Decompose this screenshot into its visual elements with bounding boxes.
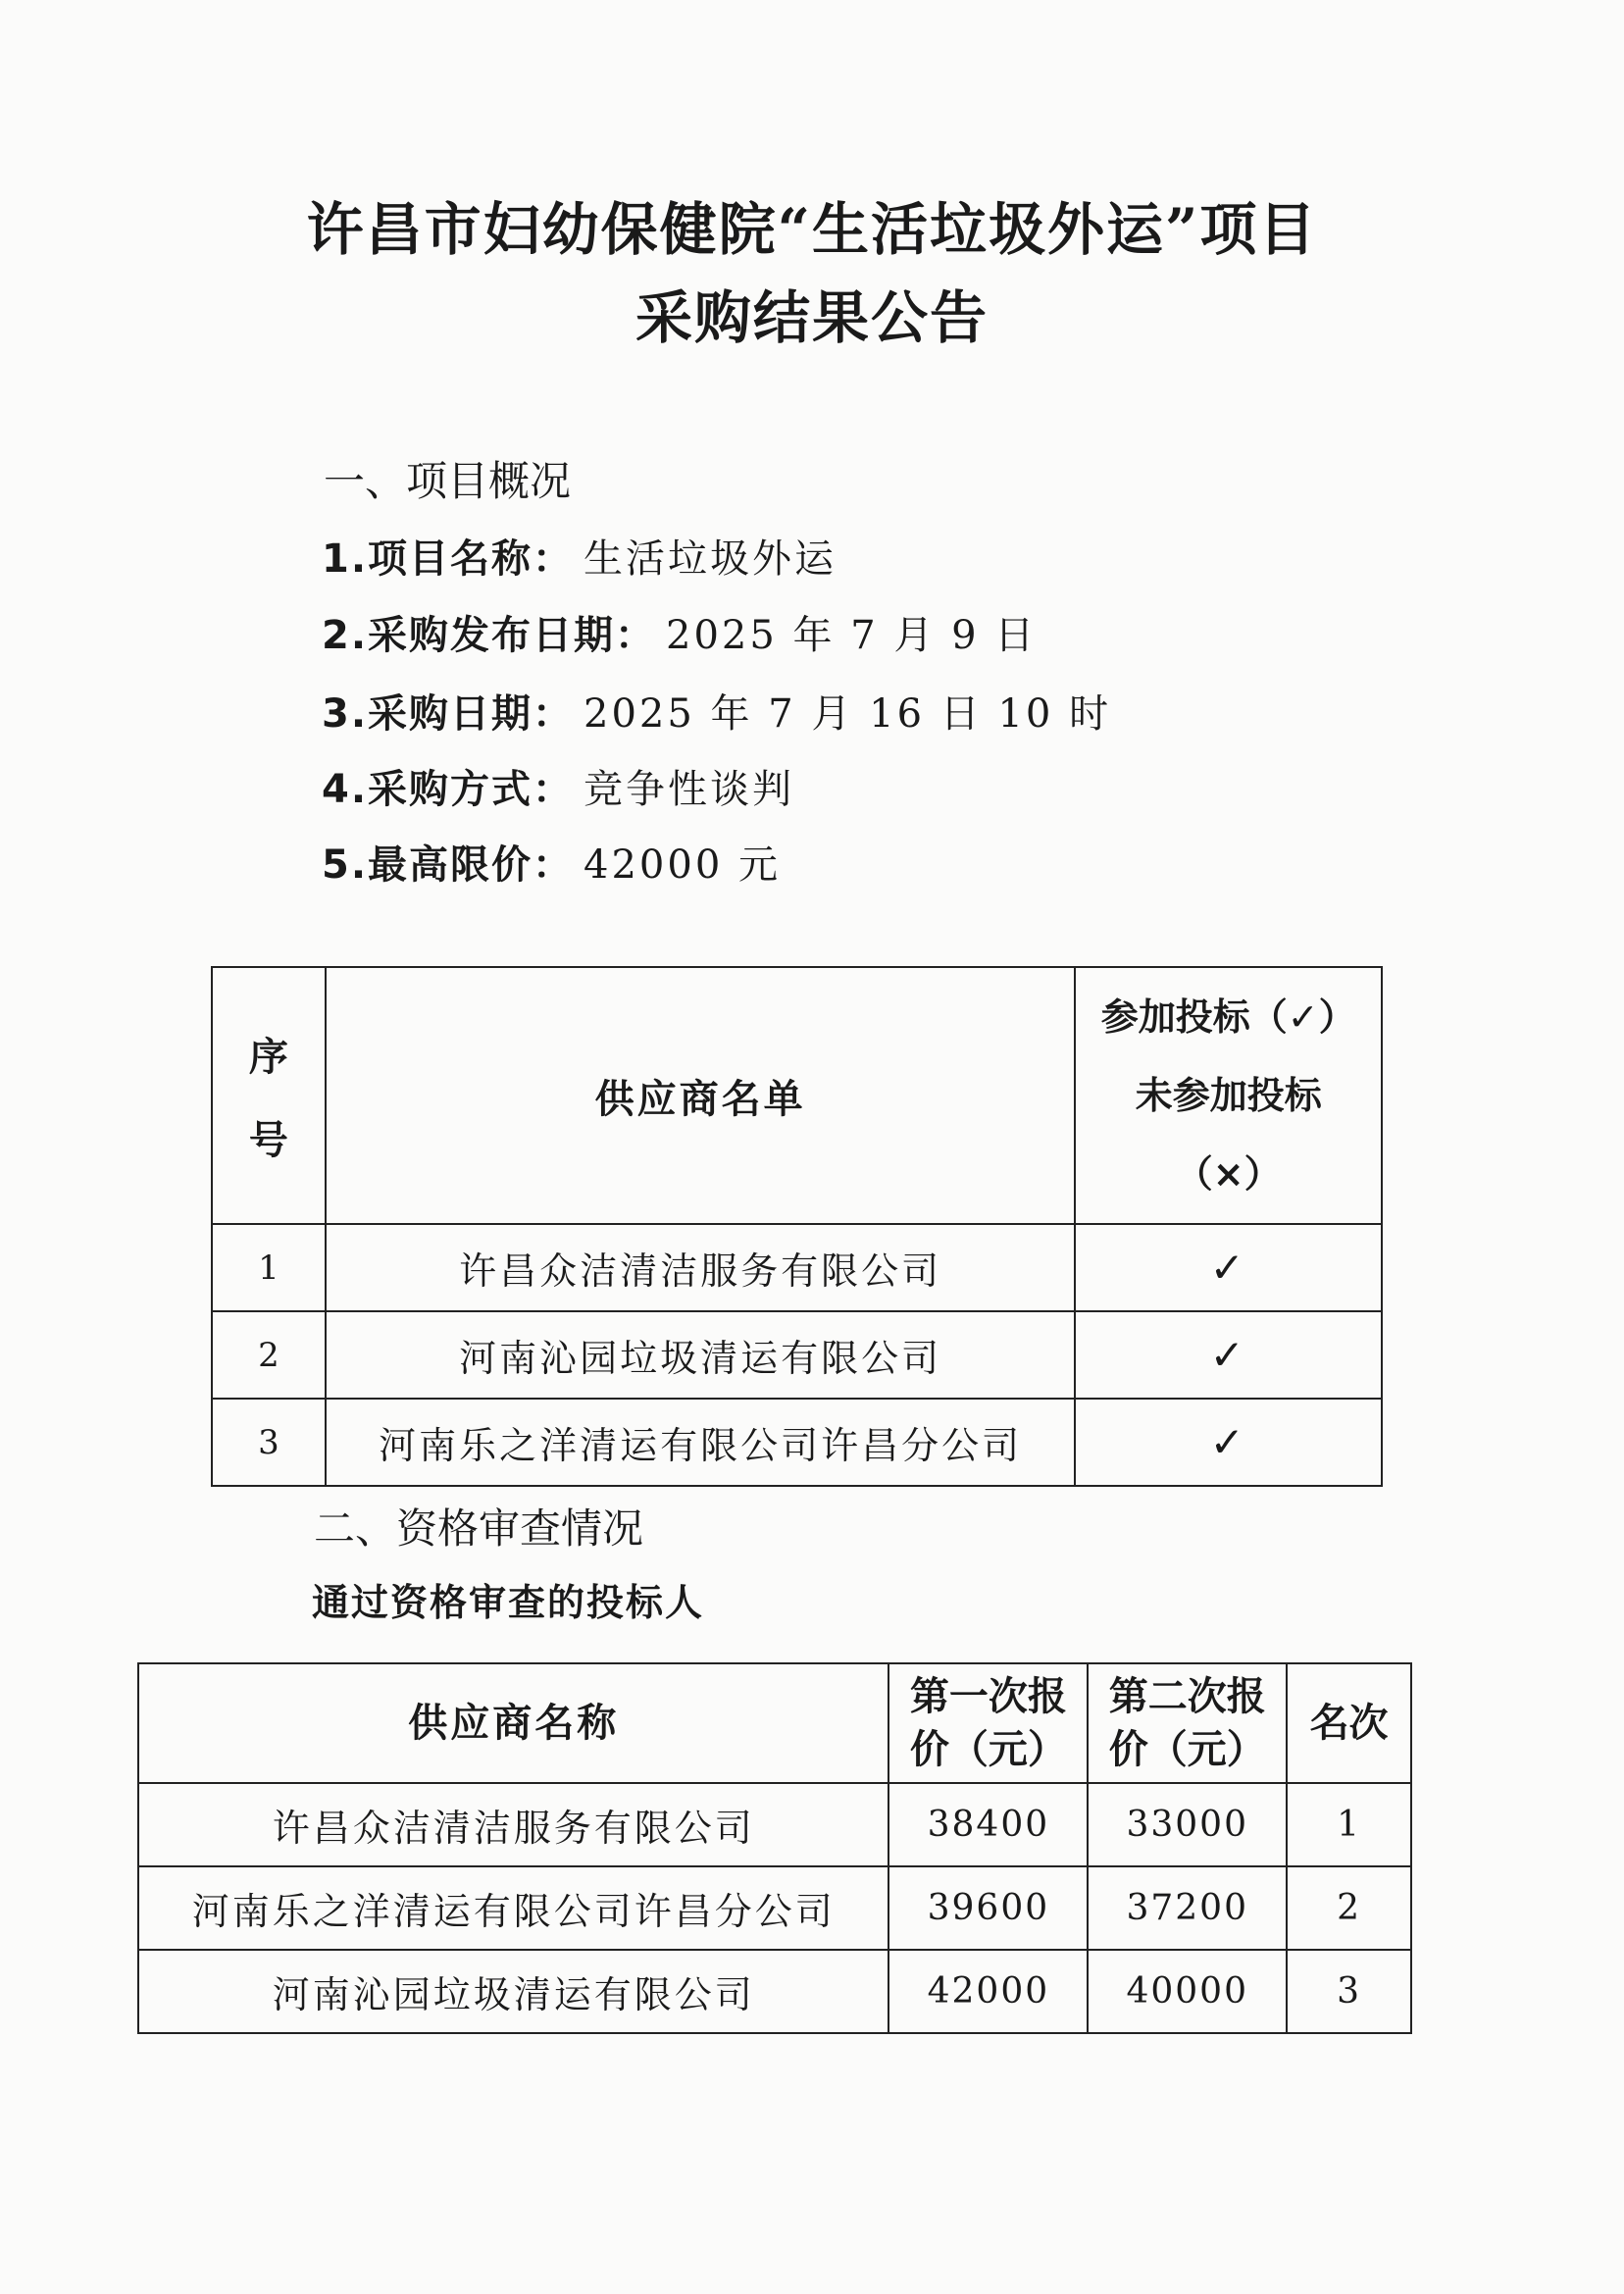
row-rank: 3 <box>1287 1950 1411 2033</box>
header-status-line2: 未参加投标 <box>1135 1074 1322 1117</box>
row-supplier-name: 河南沁园垃圾清运有限公司 <box>326 1311 1076 1399</box>
table-header-row <box>212 967 1382 1224</box>
row-rank: 2 <box>1287 1866 1411 1950</box>
row-second-price: 37200 <box>1088 1866 1287 1950</box>
table-row <box>138 1783 1411 1866</box>
table-row <box>138 1950 1411 2033</box>
row-no: 2 <box>212 1311 326 1399</box>
header-rank: 名次 <box>1287 1663 1411 1783</box>
info-procurement-method <box>322 767 795 812</box>
header-supplier: 供应商名单 <box>326 967 1076 1224</box>
info-label: 1.项目名称： <box>322 536 575 582</box>
check-icon: ✓ <box>1075 1399 1382 1486</box>
supplier-list-table <box>211 966 1383 1487</box>
row-supplier-name: 许昌众洁清洁服务有限公司 <box>138 1783 888 1866</box>
header-status <box>1075 967 1382 1224</box>
info-value: 42000 元 <box>584 842 781 888</box>
header-no-top: 序 <box>248 1035 288 1080</box>
info-value: 竞争性谈判 <box>584 767 795 812</box>
document-title-line1: 许昌市妇幼保健院“生活垃圾外运”项目 <box>306 196 1318 263</box>
row-supplier-name: 河南沁园垃圾清运有限公司 <box>138 1950 888 2033</box>
table-row <box>212 1311 1382 1399</box>
section2-subheading: 通过资格审查的投标人 <box>312 1581 705 1624</box>
section2-heading: 二、资格审查情况 <box>314 1504 644 1553</box>
info-value: 生活垃圾外运 <box>584 536 837 582</box>
header-first-line1: 第一次报 <box>909 1674 1067 1719</box>
row-supplier-name: 河南乐之洋清运有限公司许昌分公司 <box>138 1866 888 1950</box>
row-rank: 1 <box>1287 1783 1411 1866</box>
document-title-line2: 采购结果公告 <box>634 284 989 351</box>
table-header-row <box>138 1663 1411 1783</box>
row-first-price: 38400 <box>888 1783 1088 1866</box>
info-label: 3.采购日期： <box>322 691 575 737</box>
header-first-line2: 价（元） <box>909 1727 1067 1772</box>
section1-heading: 一、项目概况 <box>324 457 572 505</box>
qualified-bidders-table <box>137 1662 1412 2034</box>
info-value: 2025 年 7 月 16 日 10 时 <box>584 691 1112 737</box>
table-row <box>212 1224 1382 1311</box>
info-max-price <box>322 842 781 888</box>
header-status-line1: 参加投标（✓） <box>1100 995 1356 1039</box>
info-label: 4.采购方式： <box>322 767 575 812</box>
row-supplier-name: 河南乐之洋清运有限公司许昌分公司 <box>326 1399 1076 1486</box>
table-row <box>212 1399 1382 1486</box>
header-no-bottom: 号 <box>248 1118 288 1163</box>
info-label: 2.采购发布日期： <box>322 613 657 658</box>
info-publish-date <box>322 613 1038 658</box>
header-status-line3: （×） <box>1175 1152 1282 1196</box>
row-second-price: 40000 <box>1088 1950 1287 2033</box>
row-first-price: 39600 <box>888 1866 1088 1950</box>
row-supplier-name: 许昌众洁清洁服务有限公司 <box>326 1224 1076 1311</box>
check-icon: ✓ <box>1075 1311 1382 1399</box>
row-second-price: 33000 <box>1088 1783 1287 1866</box>
check-icon: ✓ <box>1075 1224 1382 1311</box>
info-label: 5.最高限价： <box>322 842 575 888</box>
header-second-line1: 第二次报 <box>1108 1674 1266 1719</box>
header-supplier-name: 供应商名称 <box>138 1663 888 1783</box>
header-second-price <box>1088 1663 1287 1783</box>
header-no <box>212 967 326 1224</box>
row-no: 3 <box>212 1399 326 1486</box>
info-project-name <box>322 536 837 582</box>
row-first-price: 42000 <box>888 1950 1088 2033</box>
header-second-line2: 价（元） <box>1108 1727 1266 1772</box>
info-value: 2025 年 7 月 9 日 <box>666 613 1038 658</box>
info-procurement-date <box>322 691 1112 737</box>
table-row <box>138 1866 1411 1950</box>
header-first-price <box>888 1663 1088 1783</box>
row-no: 1 <box>212 1224 326 1311</box>
